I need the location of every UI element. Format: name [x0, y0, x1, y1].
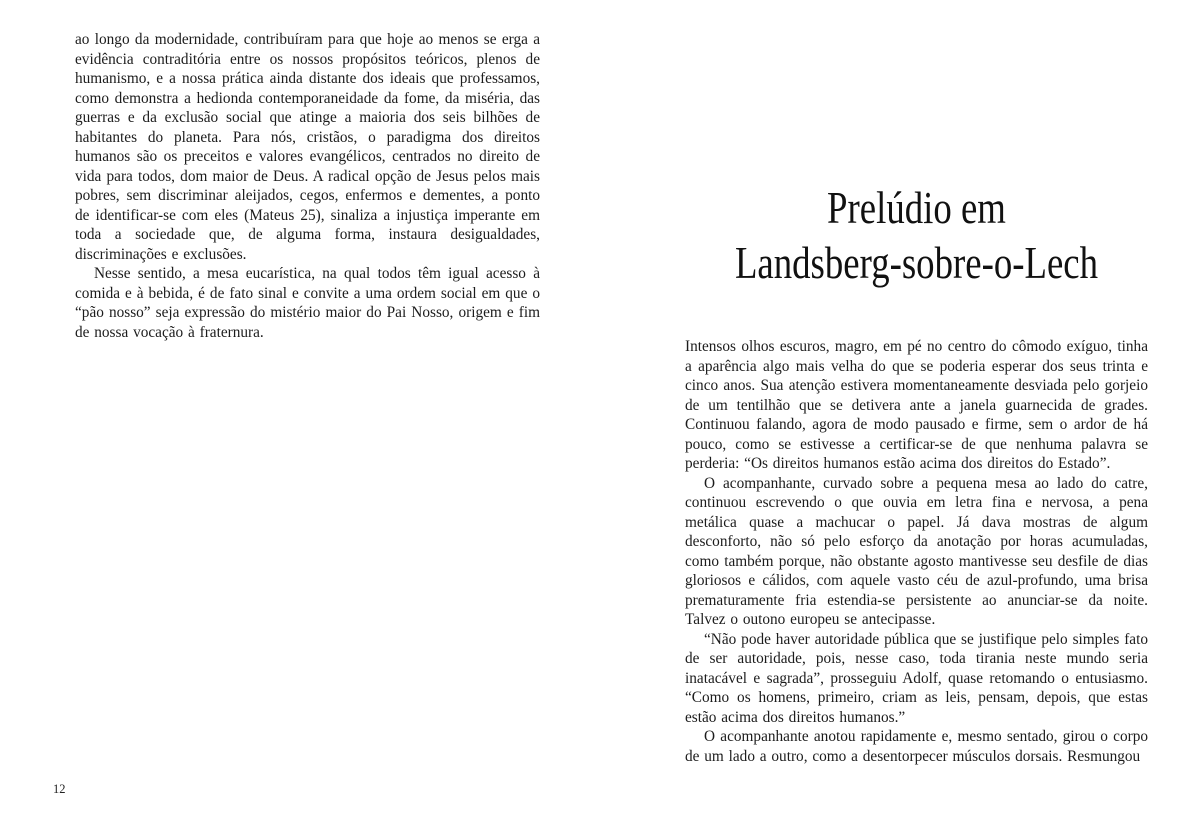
right-text-column	[685, 337, 1148, 766]
body-paragraph: ao longo da modernidade, contribuíram para que hoje ao menos se erga a evidência contraditória entre os nossos propósitos teóricos, plenos de humanismo, e a nossa prática ainda distante dos ideais que professamos, como demonstra a hedionda contemporaneidade da fome, da miséria, das guerras e da exclusão social que atinge a maioria dos seis bilhões de habitantes do planeta. Para nós, cristãos, o paradigma dos direitos humanos são os preceitos e valores evangélicos, centrados no direito de vida para todos, dom maior de Deus. A radical opção de Jesus pelos mais pobres, sem discriminar aleijados, cegos, enfermos e dementes, a ponto de identificar-se com eles (Mateus 25), sinaliza a injustiça imperante em toda a sociedade que, de alguma forma, instaura desigualdades, discriminações e exclusões.	[75, 31, 540, 263]
chapter-title-line-2: Landsberg-sobre-o-Lech	[734, 237, 1099, 288]
chapter-title-line-1: Prelúdio em	[827, 182, 1006, 233]
page-number: 12	[53, 782, 66, 796]
body-paragraph: Nesse sentido, a mesa eucarística, na qual todos têm igual acesso à comida e à bebida, é de fato sinal e convite a uma ordem social em que o “pão nosso” seja expressão do mistério maior do Pai Nosso, origem e fim de nossa vocação à fraternura.	[75, 265, 540, 341]
left-text-column	[75, 30, 540, 342]
body-paragraph: “Não pode haver autoridade pública que se justifique pelo simples fato de ser autoridade, pois, nesse caso, toda tirania neste mundo seria inatacável e sagrada”, prosseguiu Adolf, quase retomando o entusiasmo. “Como os homens, primeiro, criam as leis, pensam, depois, que estas estão acima dos direitos humanos.”	[685, 630, 1148, 726]
body-paragraph: O acompanhante anotou rapidamente e, mesmo sentado, girou o corpo de um lado a outro, como a desentorpecer músculos dorsais. Resmungou	[685, 728, 1148, 765]
chapter-title	[685, 180, 1148, 290]
body-paragraph: Intensos olhos escuros, magro, em pé no centro do cômodo exíguo, tinha a aparência algo mais velha do que se poderia esperar dos seus trinta e cinco anos. Sua atenção estivera momentaneamente desviada pelo gorjeio de um tentilhão que se detivera ante a janela guarnecida de grades. Continuou falando, agora de modo pausado e firme, sem o ardor de há pouco, como se estivesse a certificar-se de que nenhuma palavra se perderia: “Os direitos humanos estão acima dos direitos do Estado”.	[685, 338, 1148, 472]
body-paragraph: O acompanhante, curvado sobre a pequena mesa ao lado do catre, continuou escrevendo o que ouvia em letra fina e nervosa, a pena metálica quase a machucar o papel. Já dava mostras de algum desconforto, não só pelo esforço da anotação por horas acumuladas, como também porque, não obstante agosto mantivesse seu desfile de dias gloriosos e cálidos, com aquele vasto céu de azul-profundo, uma brisa prematuramente fria estendia-se persistente ao anunciar-se da noite. Talvez o outono europeu se antecipasse.	[685, 474, 1148, 628]
page-right	[600, 0, 1200, 834]
